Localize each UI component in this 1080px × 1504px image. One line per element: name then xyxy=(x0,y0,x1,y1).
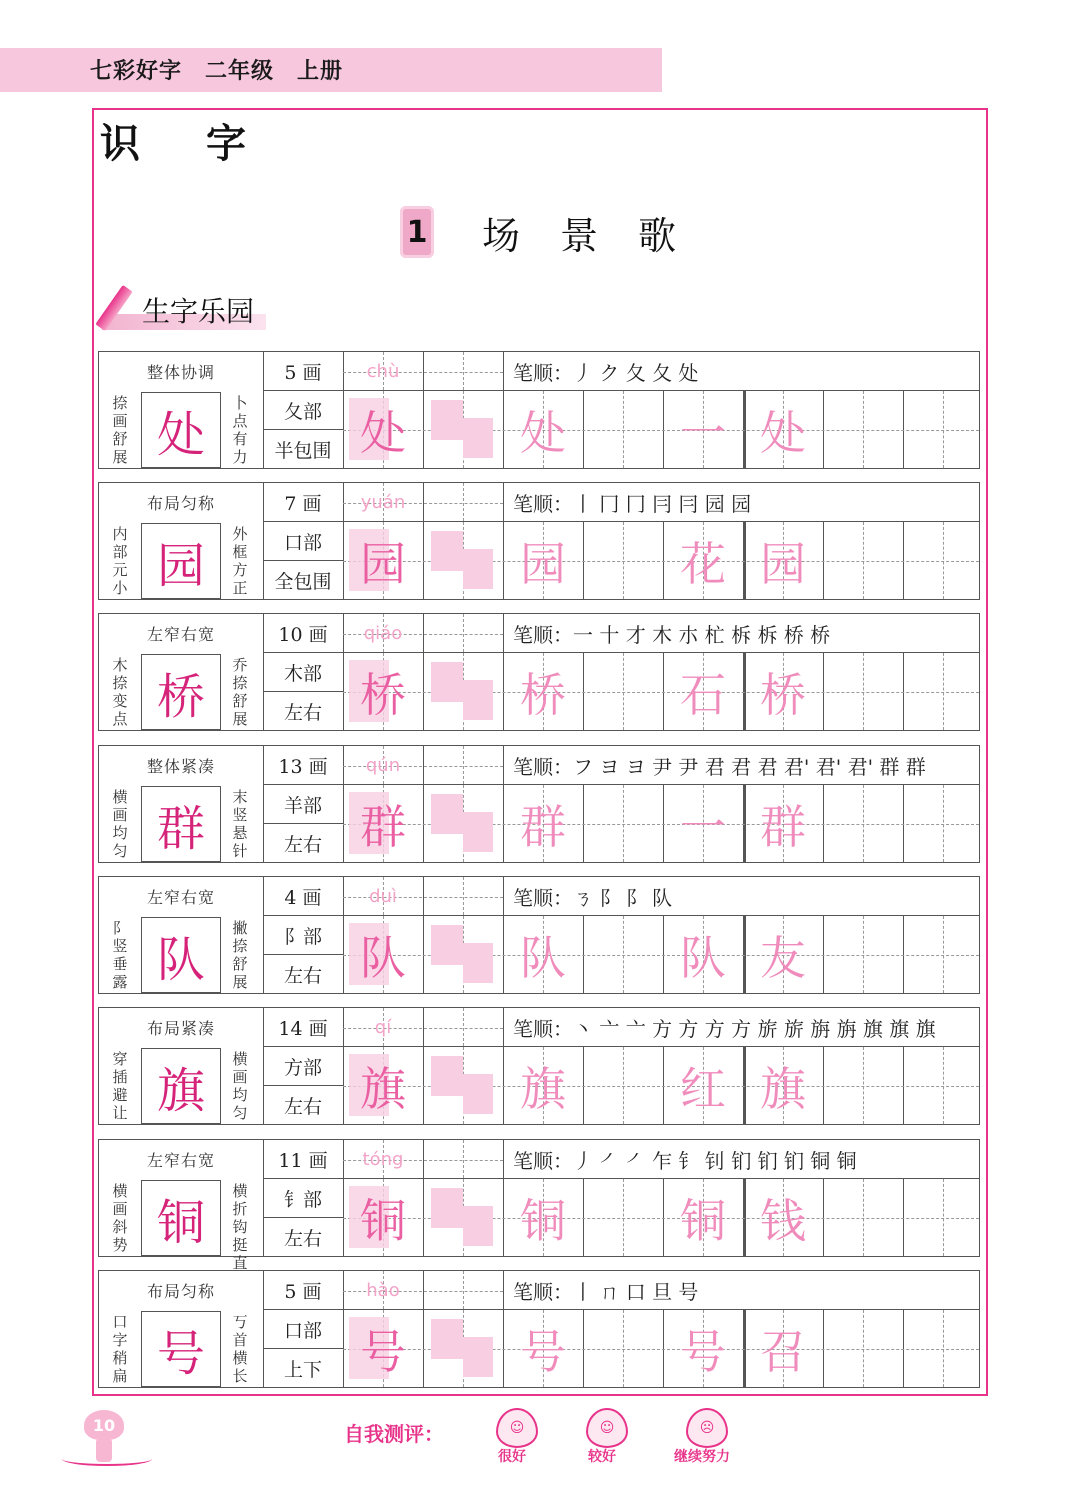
word-character[interactable]: 旗 xyxy=(760,1062,806,1116)
trace-character[interactable]: 旗 xyxy=(520,1062,566,1116)
trace-character[interactable]: 铜 xyxy=(520,1194,566,1248)
structure: 左右 xyxy=(283,1095,322,1118)
pinyin: tóng xyxy=(362,1148,404,1170)
guide-line xyxy=(463,614,464,652)
rating-label-try-harder: 继续努力 xyxy=(674,1449,730,1465)
structure: 全包围 xyxy=(274,570,332,593)
character-block xyxy=(98,1139,980,1272)
practice-cell-1[interactable] xyxy=(823,785,901,862)
pinyin: chù xyxy=(366,360,400,382)
trace-shade xyxy=(463,1206,493,1246)
word-character[interactable]: 桥 xyxy=(760,668,806,722)
practice-cell-3[interactable] xyxy=(903,1310,981,1387)
word-character[interactable]: 处 xyxy=(760,406,806,460)
header-title: 七彩好字 二年级 上册 xyxy=(90,59,344,84)
tip-title: 左窄右宽 xyxy=(146,887,215,907)
grid-line xyxy=(423,746,424,862)
pinyin: hào xyxy=(366,1279,400,1301)
model-character: 队 xyxy=(141,917,221,993)
character-block xyxy=(98,1270,980,1388)
stroke-order: 笔顺：ㄋ 阝 阝 队 xyxy=(513,885,673,910)
tip-left: 木捺变点 xyxy=(112,656,128,728)
lesson-title: 场景歌 xyxy=(482,213,717,258)
tip-right: 末竖悬针 xyxy=(232,788,248,860)
stroke-order: 笔顺：丨 ㄇ 口 旦 号 xyxy=(513,1279,699,1304)
practice-cell-3[interactable] xyxy=(903,916,981,993)
pinyin: qí xyxy=(374,1016,392,1038)
trace-shade xyxy=(431,1188,463,1228)
radical: 口部 xyxy=(283,1319,322,1342)
word-character[interactable]: 铜 xyxy=(680,1194,726,1248)
guide-line xyxy=(463,1140,464,1178)
tip-right: 卜点有力 xyxy=(232,394,248,466)
radical: 口部 xyxy=(283,531,322,554)
trace-character[interactable]: 处 xyxy=(520,406,566,460)
word-character[interactable]: 红 xyxy=(680,1062,726,1116)
tip-right: 乔捺舒展 xyxy=(232,656,248,728)
structure: 上下 xyxy=(283,1358,322,1381)
character-block xyxy=(98,482,980,600)
tip-right: 撇捺舒展 xyxy=(232,919,248,991)
word-character[interactable]: 召 xyxy=(760,1325,806,1379)
self-eval-label: 自我测评： xyxy=(344,1422,444,1446)
structure: 半包围 xyxy=(274,439,332,462)
trace-character[interactable]: 园 xyxy=(360,537,406,591)
rating-label-fair: 较好 xyxy=(588,1449,616,1465)
pinyin: qiáo xyxy=(363,622,403,644)
guide-line xyxy=(463,1271,464,1309)
smile-face-icon[interactable]: ☺ xyxy=(496,1408,538,1448)
radical: 方部 xyxy=(283,1056,322,1079)
word-character[interactable]: 友 xyxy=(760,931,806,985)
guide-line xyxy=(463,352,464,390)
trace-shade xyxy=(463,943,493,983)
stroke-count: 5 画 xyxy=(284,1280,322,1303)
radical: 阝部 xyxy=(283,925,322,948)
trace-character[interactable]: 号 xyxy=(520,1325,566,1379)
tip-title: 左窄右宽 xyxy=(146,624,215,644)
tip-left: 捺画舒展 xyxy=(112,394,128,466)
grid-line xyxy=(423,877,424,993)
pinyin: duì xyxy=(369,885,397,907)
practice-cell-3[interactable] xyxy=(903,785,981,862)
trace-character[interactable]: 旗 xyxy=(360,1062,406,1116)
trace-shade xyxy=(431,662,463,702)
practice-cell-1[interactable] xyxy=(823,1179,901,1256)
stroke-order: 笔顺：一 十 才 木 朩 杧 柝 柝 桥 桥 xyxy=(513,622,831,647)
tip-left: 阝竖垂露 xyxy=(112,919,128,991)
word-character[interactable]: 队 xyxy=(680,931,726,985)
trace-shade xyxy=(463,418,493,458)
subhead xyxy=(98,282,278,338)
trace-shade xyxy=(463,1074,493,1114)
model-character: 号 xyxy=(141,1311,221,1387)
trace-shade xyxy=(431,1056,463,1096)
grid-line xyxy=(423,614,424,730)
stroke-count: 4 画 xyxy=(284,886,322,909)
grid-line xyxy=(423,1271,424,1387)
practice-cell-3[interactable] xyxy=(903,1047,981,1124)
trace-shade xyxy=(431,531,463,571)
model-character: 处 xyxy=(141,392,221,468)
character-block xyxy=(98,745,980,863)
tip-title: 布局匀称 xyxy=(146,493,215,513)
practice-cell-1[interactable] xyxy=(823,916,901,993)
model-character: 铜 xyxy=(141,1180,221,1256)
word-character[interactable]: 号 xyxy=(680,1325,726,1379)
tip-left: 横画均匀 xyxy=(112,788,128,860)
tip-right: 丂首横长 xyxy=(232,1313,248,1385)
tip-right: 横画均匀 xyxy=(232,1050,248,1122)
trace-character[interactable]: 群 xyxy=(360,800,406,854)
stroke-order: 笔顺：丶 亠 亠 方 方 方 方 旂 旂 旃 旃 旗 旗 旗 xyxy=(513,1016,936,1041)
stroke-count: 14 画 xyxy=(278,1017,328,1040)
trace-shade xyxy=(431,794,463,834)
tip-title: 左窄右宽 xyxy=(146,1150,215,1170)
practice-cell-3[interactable] xyxy=(903,653,981,730)
tip-left: 横画斜势 xyxy=(112,1182,128,1254)
practice-cell-3[interactable] xyxy=(903,391,981,468)
lesson-number: 1 xyxy=(400,206,434,258)
grid-line xyxy=(423,1008,424,1124)
pinyin: yuán xyxy=(360,491,406,513)
practice-cell-1[interactable] xyxy=(823,391,901,468)
stroke-order: 笔顺：丿 ク 夂 夂 处 xyxy=(513,360,699,385)
trace-shade xyxy=(463,1337,493,1377)
practice-cell-1[interactable] xyxy=(823,1047,901,1124)
character-block xyxy=(98,351,980,469)
structure: 左右 xyxy=(283,1227,322,1250)
radical: 夂部 xyxy=(283,400,322,423)
stroke-count: 5 画 xyxy=(284,361,322,384)
character-block xyxy=(98,876,980,994)
model-character: 旗 xyxy=(141,1048,221,1124)
tip-title: 整体协调 xyxy=(146,362,215,382)
word-character[interactable]: 花 xyxy=(680,537,726,591)
structure: 左右 xyxy=(283,833,322,856)
mushroom-stem-icon xyxy=(96,1438,112,1462)
radical: 钅部 xyxy=(283,1188,322,1211)
trace-character[interactable]: 群 xyxy=(520,800,566,854)
word-character[interactable]: 钱 xyxy=(760,1194,806,1248)
practice-cell-3[interactable] xyxy=(903,522,981,599)
trace-character[interactable]: 铜 xyxy=(360,1194,406,1248)
model-character: 园 xyxy=(141,523,221,599)
trace-character[interactable]: 园 xyxy=(520,537,566,591)
stroke-order: 笔顺：丿 ㇒ ㇒ 乍 钅 钊 钔 钔 钔 铜 铜 xyxy=(513,1148,857,1173)
trace-character[interactable]: 桥 xyxy=(520,668,566,722)
word-character[interactable]: 群 xyxy=(760,800,806,854)
tip-title: 布局匀称 xyxy=(146,1281,215,1301)
structure: 左右 xyxy=(283,964,322,987)
grid-line xyxy=(423,352,424,468)
page-number: 10 xyxy=(84,1410,124,1440)
trace-character[interactable]: 处 xyxy=(360,406,406,460)
stroke-count: 11 画 xyxy=(278,1149,328,1172)
word-character[interactable]: 石 xyxy=(680,668,726,722)
trace-shade xyxy=(431,400,463,440)
trace-shade xyxy=(463,812,493,852)
trace-shade xyxy=(463,680,493,720)
sad-face-icon[interactable]: ☹ xyxy=(686,1408,728,1448)
tip-left: 内部元小 xyxy=(112,525,128,597)
practice-cell-1[interactable] xyxy=(823,653,901,730)
practice-cell-3[interactable] xyxy=(903,1179,981,1256)
guide-line xyxy=(463,1008,464,1046)
trace-character[interactable]: 号 xyxy=(360,1325,406,1379)
word-character[interactable]: 园 xyxy=(760,537,806,591)
radical: 羊部 xyxy=(283,794,322,817)
practice-cell-1[interactable] xyxy=(823,522,901,599)
model-character: 群 xyxy=(141,786,221,862)
tip-right: 外框方正 xyxy=(232,525,248,597)
section-title: 识字 xyxy=(100,120,312,167)
guide-line xyxy=(463,483,464,521)
stroke-count: 7 画 xyxy=(284,492,322,515)
rating-label-good: 很好 xyxy=(498,1449,526,1465)
trace-shade xyxy=(463,549,493,589)
subhead-label: 生字乐园 xyxy=(142,295,255,328)
trace-character[interactable]: 队 xyxy=(520,931,566,985)
trace-shade xyxy=(431,925,463,965)
lesson-heading xyxy=(400,202,716,262)
trace-character[interactable]: 队 xyxy=(360,931,406,985)
stroke-order: 笔顺：丨 冂 冂 冃 冃 园 园 xyxy=(513,491,752,516)
guide-line xyxy=(463,746,464,784)
character-block xyxy=(98,1007,980,1125)
trace-character[interactable]: 桥 xyxy=(360,668,406,722)
grid-line xyxy=(423,1140,424,1256)
guide-line xyxy=(463,877,464,915)
neutral-face-icon[interactable]: ☺ xyxy=(586,1408,628,1448)
grid-line xyxy=(423,483,424,599)
tip-left: 口字稍扁 xyxy=(112,1313,128,1385)
tip-right: 横折钩挺直 xyxy=(232,1182,248,1272)
word-character[interactable]: 一 xyxy=(680,406,726,460)
tip-title: 整体紧凑 xyxy=(146,756,215,776)
pinyin: qún xyxy=(365,754,401,776)
practice-cell-1[interactable] xyxy=(823,1310,901,1387)
character-block xyxy=(98,613,980,731)
tip-left: 穿插避让 xyxy=(112,1050,128,1122)
stroke-order: 笔顺：フ ヨ ヨ 尹 尹 君 君 君 君' 君' 君' 群 群 xyxy=(513,754,926,779)
radical: 木部 xyxy=(283,662,322,685)
tip-title: 布局紧凑 xyxy=(146,1018,215,1038)
word-character[interactable]: 一 xyxy=(680,800,726,854)
stroke-count: 10 画 xyxy=(278,623,328,646)
model-character: 桥 xyxy=(141,654,221,730)
structure: 左右 xyxy=(283,701,322,724)
trace-shade xyxy=(431,1319,463,1359)
stroke-count: 13 画 xyxy=(278,755,328,778)
